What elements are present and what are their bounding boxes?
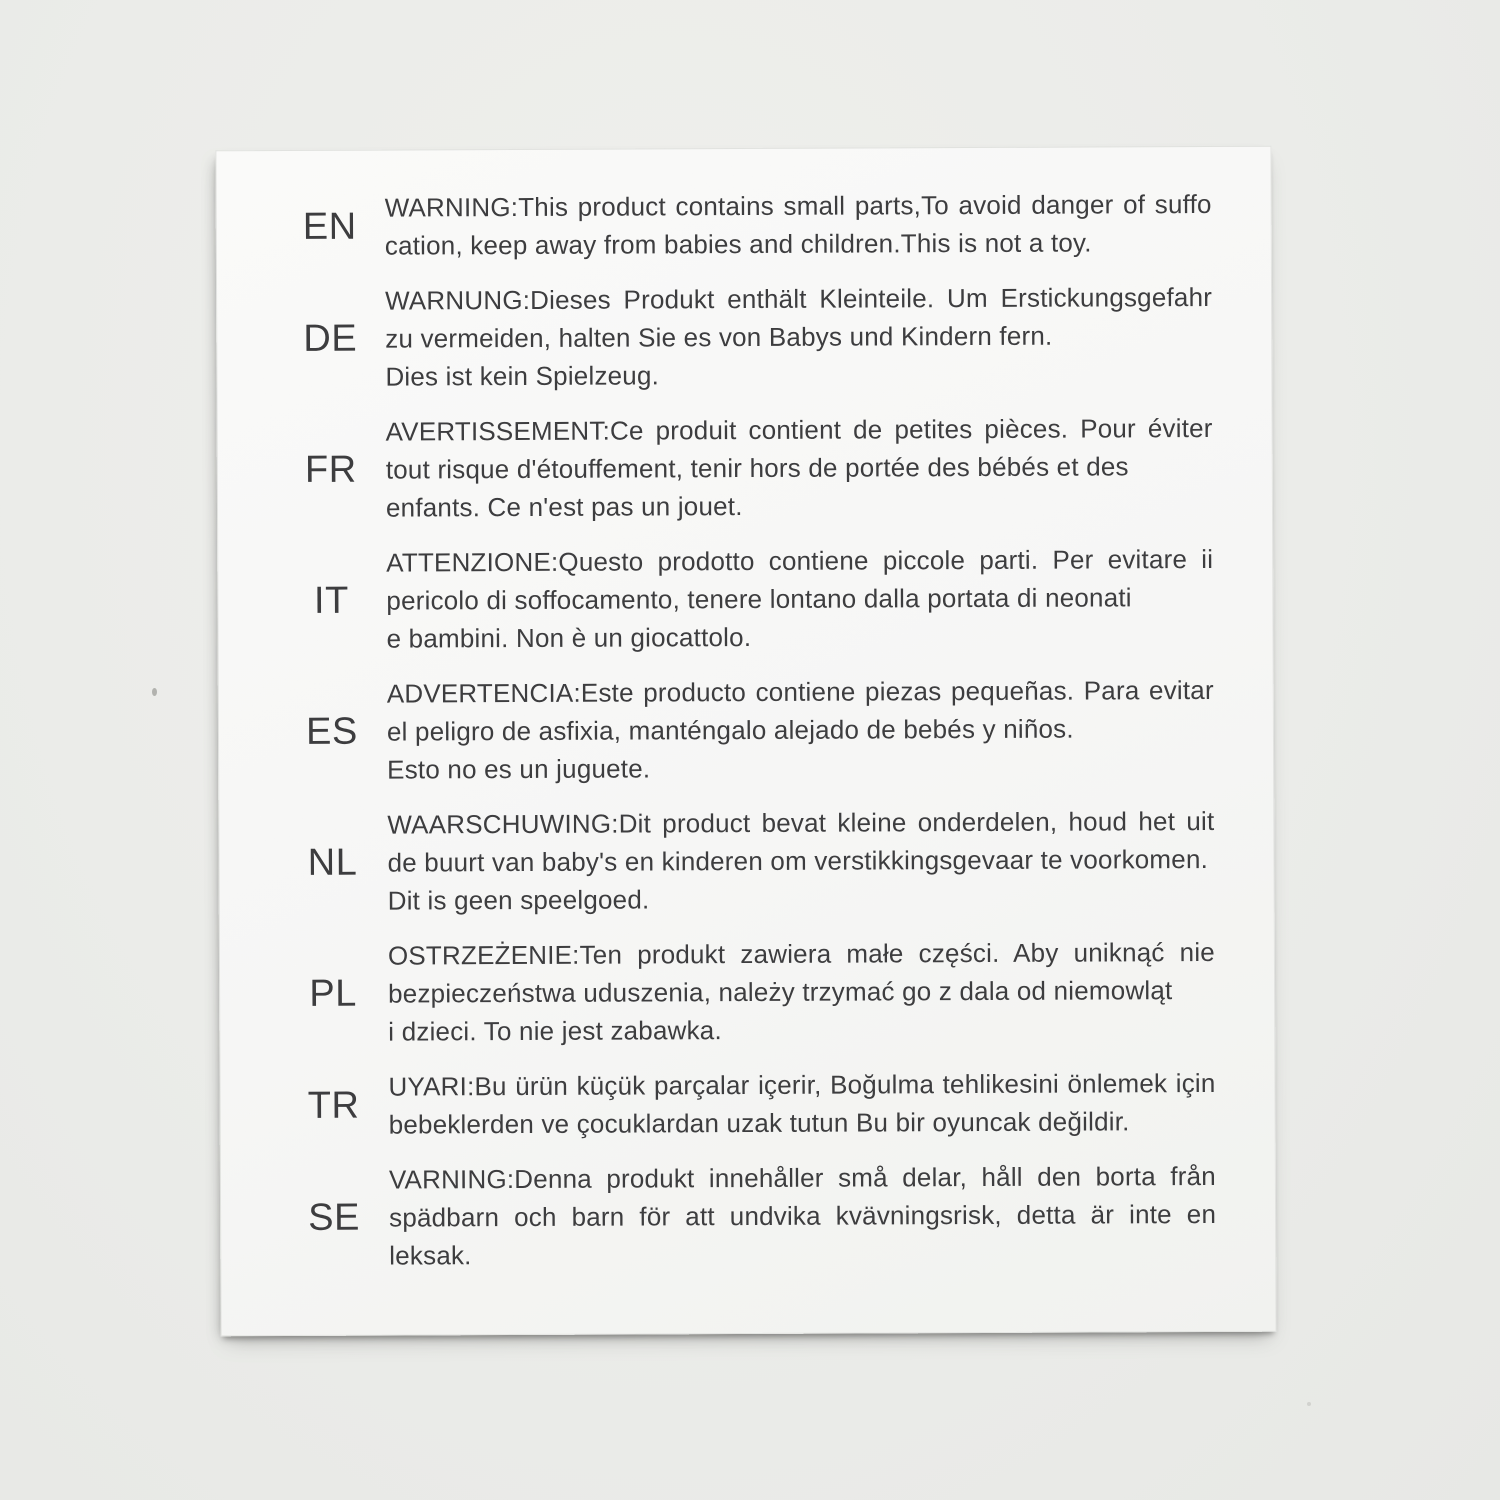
label-section-row (218, 409, 1213, 527)
section-text (386, 540, 1213, 658)
label-section-row (221, 1157, 1216, 1275)
label-section-row (220, 1064, 1215, 1144)
dust-speck (1307, 1402, 1311, 1406)
language-code: DE (303, 317, 358, 360)
warning-line: WARNUNG:Dieses Produkt enthält Kleinteile. Um Erstickungsgefahr (385, 281, 1213, 316)
language-code: ES (306, 710, 358, 753)
section-text (386, 409, 1213, 527)
warning-line: ADVERTENCIA:Este producto contiene piezas pequeñas. Para evitar (386, 674, 1214, 709)
warning-line: AVERTISSEMENT:Ce produit contient de petites pièces. Pour éviter (385, 412, 1213, 447)
warning-line: OSTRZEŻENIE:Ten produkt zawiera małe części. Aby uniknąć nie (387, 936, 1215, 971)
warning-line: i dzieci. To nie jest zabawka. (388, 1015, 722, 1047)
dust-speck (152, 688, 157, 696)
section-text (387, 802, 1214, 920)
section-text (385, 278, 1212, 396)
warning-line: UYARI:Bu ürün küçük parçalar içerir, Boğulma tehlikesini önlemek için (388, 1067, 1216, 1102)
warning-line: cation, keep away from babies and children.This is not a toy. (384, 227, 1092, 261)
label-section-row (217, 185, 1212, 265)
warning-line: WAARSCHUWING:Dit product bevat kleine onderdelen, houd het uit (387, 805, 1215, 840)
label-section-row (219, 802, 1214, 920)
warning-line: pericolo di soffocamento, tenere lontano dalla portata di neonati (386, 582, 1132, 616)
language-code: FR (304, 448, 357, 491)
language-code: EN (302, 205, 357, 248)
warning-line: bebeklerden ve çocuklardan uzak tutun Bu bir oyuncak değildir. (388, 1106, 1130, 1140)
language-code: PL (309, 972, 357, 1015)
language-code: SE (308, 1196, 361, 1239)
label-section-row (218, 540, 1213, 658)
warning-label-paper (215, 146, 1276, 1337)
language-code: IT (313, 579, 349, 622)
section-text (385, 185, 1212, 265)
label-section-row (219, 671, 1214, 789)
warning-line: WARNING:This product contains small parts,To avoid danger of suffo (384, 188, 1212, 223)
label-content (217, 185, 1217, 1292)
label-section-row (220, 933, 1215, 1051)
warning-line: ATTENZIONE:Questo prodotto contiene piccole parti. Per evitare ii (386, 543, 1214, 578)
warning-line: tout risque d'étouffement, tenir hors de portée des bébés et des (385, 451, 1129, 485)
warning-line: leksak. (389, 1240, 472, 1271)
section-text (388, 1064, 1215, 1144)
section-text (389, 1157, 1216, 1275)
warning-line: Dies ist kein Spielzeug. (385, 360, 660, 392)
warning-line: Dit is geen speelgoed. (387, 884, 650, 916)
language-code: NL (307, 841, 358, 884)
warning-line: bezpieczeństwa uduszenia, należy trzymać go z dala od niemowląt (388, 975, 1173, 1009)
section-text (388, 933, 1215, 1051)
warning-line: de buurt van baby's en kinderen om verstikkingsgevaar te voorkomen. (387, 843, 1209, 878)
section-text (387, 671, 1214, 789)
warning-line: spädbarn och barn för att undvika kvävningsrisk, detta är inte en (389, 1198, 1217, 1233)
warning-line: enfants. Ce n'est pas un jouet. (385, 491, 743, 523)
warning-line: VARNING:Denna produkt innehåller små delar, håll den borta från (388, 1160, 1216, 1195)
warning-line: Esto no es un juguete. (387, 753, 651, 785)
warning-line: e bambini. Non è un giocattolo. (386, 621, 752, 654)
warning-line: zu vermeiden, halten Sie es von Babys und Kindern fern. (385, 320, 1053, 354)
warning-line: el peligro de asfixia, manténgalo alejado de bebés y niños. (386, 713, 1074, 747)
language-code: TR (307, 1084, 360, 1127)
label-section-row (217, 278, 1212, 396)
